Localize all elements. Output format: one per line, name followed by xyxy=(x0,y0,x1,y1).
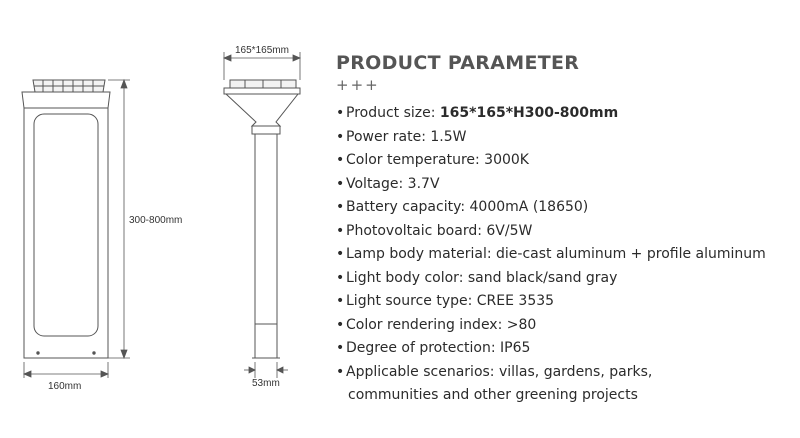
list-item: • Light body color: sand black/sand gray xyxy=(336,269,618,286)
height-dimension xyxy=(108,80,130,358)
param-label: Product size: xyxy=(346,105,440,121)
param-text: Photovoltaic board: 6V/5W xyxy=(346,222,533,239)
param-text: Degree of protection: IP65 xyxy=(346,340,531,356)
top-size-label: 165*165mm xyxy=(235,45,289,56)
param-text: communities and other greening projects xyxy=(348,387,638,403)
section-title: PRODUCT PARAMETER xyxy=(336,52,580,74)
param-text: Light source type: CREE 3535 xyxy=(346,293,555,309)
param-text: Color rendering index: >80 xyxy=(346,316,537,333)
width-label: 160mm xyxy=(48,381,82,392)
list-item: • Power rate: 1.5W xyxy=(336,128,467,145)
front-view xyxy=(22,80,110,358)
list-item: • Photovoltaic board: 6V/5W xyxy=(336,222,533,239)
list-item: • Degree of protection: IP65 xyxy=(336,340,531,356)
decor-plus: +++ xyxy=(336,76,380,94)
height-label: 300-800mm xyxy=(129,215,183,226)
param-text: Lamp body material: die-cast aluminum + profile aluminum xyxy=(346,246,766,262)
param-text: Battery capacity: 4000mA (18650) xyxy=(346,199,589,215)
pole-dimension xyxy=(244,362,288,378)
product-parameter-section xyxy=(336,52,796,408)
param-text: Applicable scenarios: villas, gardens, parks, xyxy=(346,363,653,380)
param-text: Light body color: sand black/sand gray xyxy=(346,269,618,286)
lamp-technical-drawing xyxy=(0,0,320,438)
param-text: Power rate: 1.5W xyxy=(346,128,467,145)
list-item: • Color rendering index: >80 xyxy=(336,316,537,333)
list-item: • Applicable scenarios: villas, gardens, parks, xyxy=(336,363,653,380)
width-dimension xyxy=(24,362,108,378)
parameter-list xyxy=(336,102,796,408)
side-view xyxy=(224,80,300,358)
list-item: • Voltage: 3.7V xyxy=(336,175,440,192)
param-text: Color temperature: 3000K xyxy=(346,152,529,168)
param-value: 165*165*H300-800mm xyxy=(439,105,619,121)
list-item: • Product size: 165*165*H300-800mm xyxy=(336,105,619,121)
list-item: • Battery capacity: 4000mA (18650) xyxy=(336,199,589,215)
list-item: • Light source type: CREE 3535 xyxy=(336,293,555,309)
diffuser-panel xyxy=(34,114,98,336)
pole-label: 53mm xyxy=(252,378,280,389)
list-item: • Lamp body material: die-cast aluminum + profile aluminum xyxy=(336,246,766,262)
list-item-continuation xyxy=(336,384,796,408)
top-dimension xyxy=(224,52,300,80)
list-item: • Color temperature: 3000K xyxy=(336,152,529,168)
param-text: Voltage: 3.7V xyxy=(346,175,440,192)
